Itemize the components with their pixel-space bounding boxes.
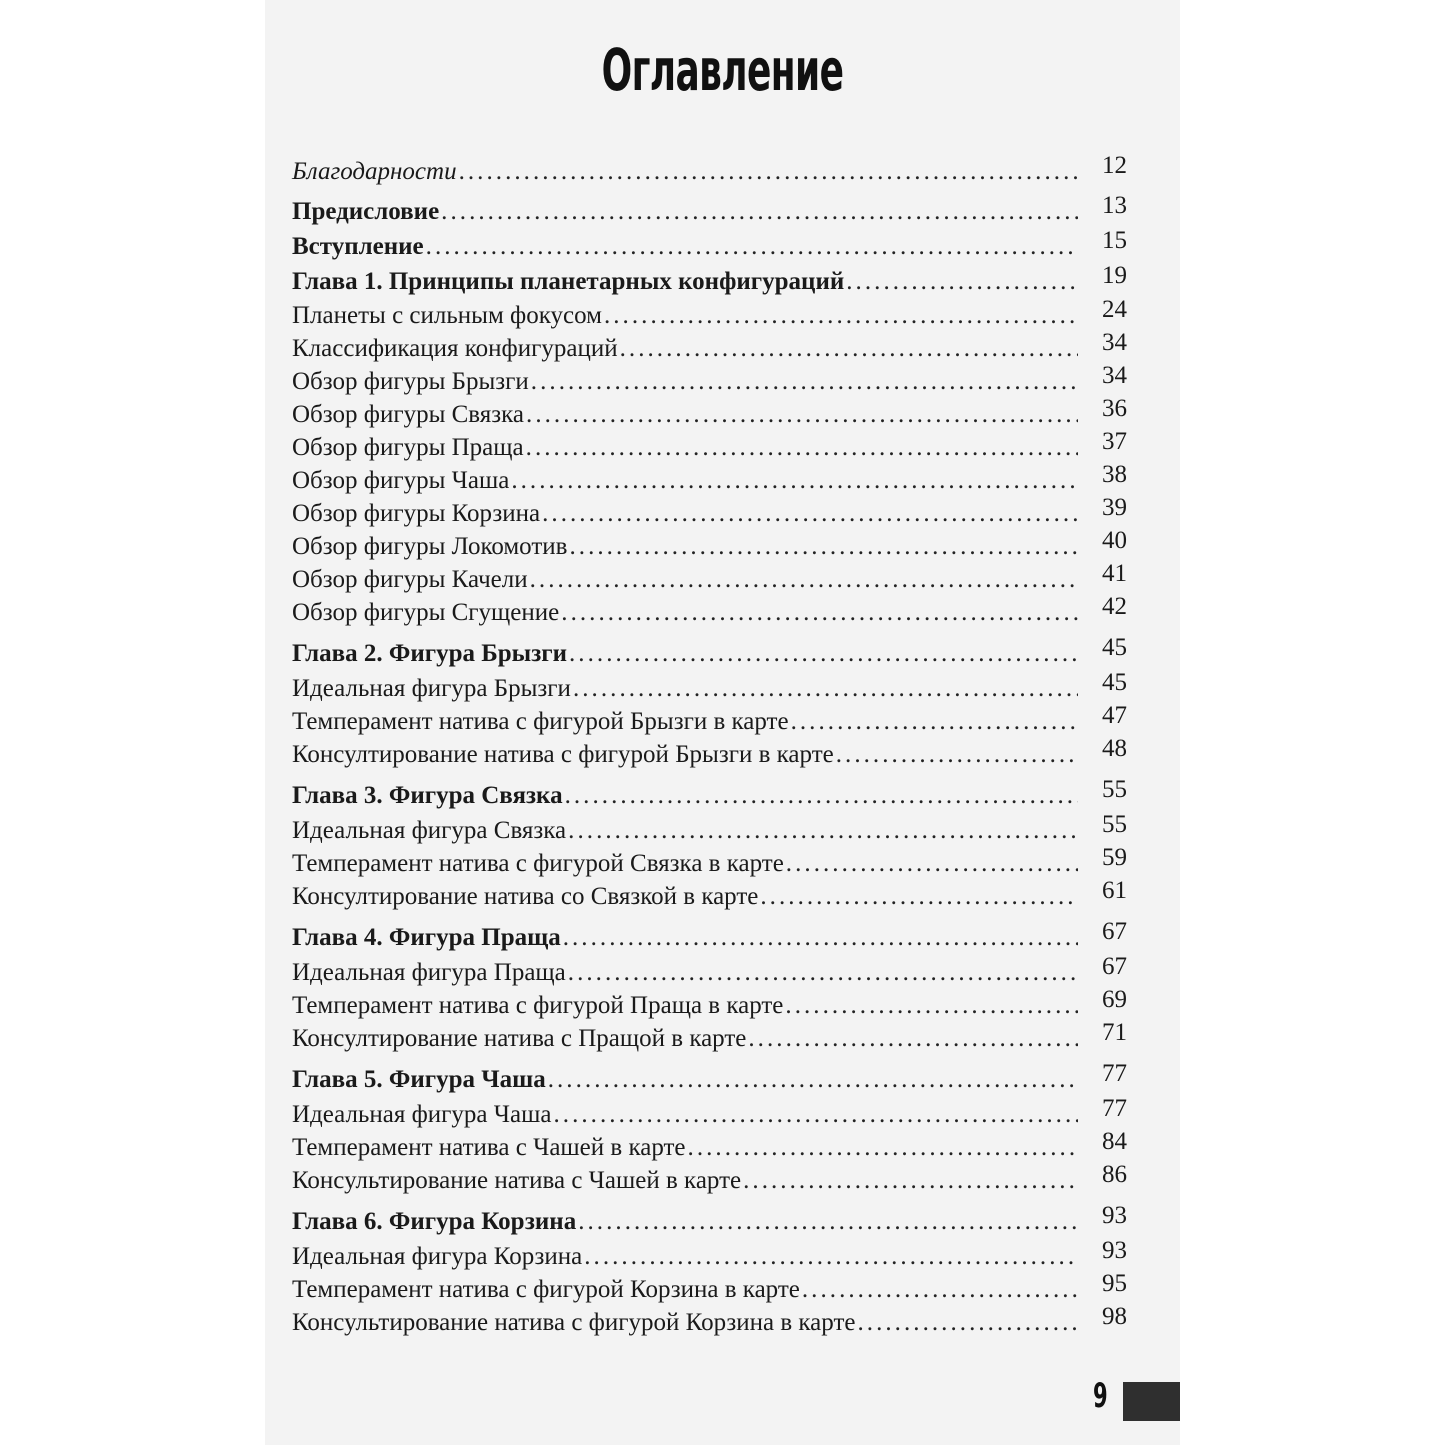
- page-number: 9: [1093, 1376, 1108, 1416]
- toc-entry: [292, 152, 1127, 188]
- toc-page-number: 93: [1102, 1202, 1127, 1229]
- toc-entry: [292, 428, 1127, 464]
- toc-entry-label: Идеальная фигура Брызги: [292, 675, 571, 702]
- toc-chapter-entry: [292, 918, 1127, 954]
- toc-entry-label: Консултирование натива со Связкой в карте: [292, 883, 759, 910]
- dot-leader: [548, 1064, 1078, 1096]
- toc-page-number: 19: [1102, 262, 1127, 289]
- dot-leader: [743, 1165, 1078, 1197]
- dot-leader: [846, 266, 1078, 298]
- toc-entry-label: Идеальная фигура Корзина: [292, 1243, 583, 1270]
- toc-page-number: 24: [1102, 296, 1127, 323]
- dot-leader: [426, 231, 1078, 263]
- dot-leader: [459, 156, 1078, 188]
- toc-entry-label: Идеальная фигура Чаша: [292, 1101, 552, 1128]
- toc-entry-label: Предисловие: [292, 198, 440, 225]
- toc-chapter-entry: [292, 262, 1127, 298]
- toc-page-number: 45: [1102, 634, 1127, 661]
- toc-entry: [292, 811, 1127, 847]
- toc-entry-label: Глава 5. Фигура Чаша: [292, 1066, 546, 1093]
- dot-leader: [526, 432, 1078, 464]
- toc-page-number: 77: [1102, 1095, 1127, 1122]
- toc-page-number: 98: [1102, 1303, 1127, 1330]
- dot-leader: [802, 1274, 1078, 1306]
- toc-page-number: 12: [1102, 152, 1127, 179]
- toc-chapter-entry: [292, 634, 1127, 670]
- toc-page-number: 95: [1102, 1270, 1127, 1297]
- toc-entry-label: Глава 4. Фигура Праща: [292, 924, 561, 951]
- toc-entry: [292, 329, 1127, 365]
- toc-entry: [292, 362, 1127, 398]
- toc-entry-label: Классификация конфигураций: [292, 335, 618, 362]
- toc-entry-label: Глава 2. Фигура Брызги: [292, 640, 567, 667]
- toc-entry: [292, 735, 1127, 771]
- toc-entry: [292, 494, 1127, 530]
- dot-leader: [565, 780, 1078, 812]
- toc-chapter-entry: [292, 1060, 1127, 1096]
- toc-chapter-entry: [292, 227, 1127, 263]
- dot-leader: [857, 1307, 1078, 1339]
- toc-entry: [292, 669, 1127, 705]
- dot-leader: [786, 848, 1078, 880]
- toc-entry: [292, 395, 1127, 431]
- toc-entry-label: Планеты с сильным фокусом: [292, 302, 602, 329]
- toc-page-number: 34: [1102, 362, 1127, 389]
- toc-entry: [292, 1019, 1127, 1055]
- toc-entry-label: Темперамент натива с Чашей в карте: [292, 1134, 686, 1161]
- dot-leader: [531, 366, 1078, 398]
- toc-page-number: 36: [1102, 395, 1127, 422]
- dot-leader: [688, 1132, 1078, 1164]
- toc-entry: [292, 877, 1127, 913]
- dot-leader: [542, 498, 1078, 530]
- toc-page-number: 34: [1102, 329, 1127, 356]
- toc-entry: [292, 986, 1127, 1022]
- toc-entry: [292, 844, 1127, 880]
- toc-entry-label: Темперамент натива с фигурой Связка в карте: [292, 850, 784, 877]
- toc-entry-label: Благодарности: [292, 158, 457, 185]
- toc-page-number: 67: [1102, 918, 1127, 945]
- dot-leader: [791, 706, 1078, 738]
- book-page: [265, 0, 1180, 1445]
- toc-entry-label: Обзор фигуры Чаша: [292, 467, 510, 494]
- dot-leader: [441, 196, 1078, 228]
- dot-leader: [563, 922, 1078, 954]
- toc-entry: [292, 461, 1127, 497]
- dot-leader: [760, 881, 1078, 913]
- toc-entry-label: Темперамент натива с фигурой Праща в карте: [292, 992, 784, 1019]
- toc-entry-label: Глава 6. Фигура Корзина: [292, 1208, 577, 1235]
- toc-page-number: 55: [1102, 811, 1127, 838]
- toc-entry: [292, 1128, 1127, 1164]
- dot-leader: [785, 990, 1078, 1022]
- toc-entry: [292, 1161, 1127, 1197]
- toc-entry-label: Глава 1. Принципы планетарных конфигураций: [292, 268, 845, 295]
- toc-entry: [292, 296, 1127, 332]
- toc-entry: [292, 1270, 1127, 1306]
- dot-leader: [748, 1023, 1078, 1055]
- toc-page-number: 67: [1102, 953, 1127, 980]
- dot-leader: [530, 564, 1078, 596]
- toc-page-number: 77: [1102, 1060, 1127, 1087]
- toc-page-number: 69: [1102, 986, 1127, 1013]
- toc-entry-label: Обзор фигуры Связка: [292, 401, 525, 428]
- dot-leader: [836, 739, 1078, 771]
- dot-leader: [604, 300, 1078, 332]
- toc-entry: [292, 1303, 1127, 1339]
- dot-leader: [578, 1206, 1078, 1238]
- toc-entry-label: Консултирование натива с фигурой Брызги в карте: [292, 741, 834, 768]
- toc-entry-label: Обзор фигуры Брызги: [292, 368, 529, 395]
- toc-entry: [292, 593, 1127, 629]
- toc-page-number: 45: [1102, 669, 1127, 696]
- toc-entry: [292, 1237, 1127, 1273]
- toc-page-number: 37: [1102, 428, 1127, 455]
- dot-leader: [568, 957, 1078, 989]
- toc-entry-label: Консултирование натива с Пращой в карте: [292, 1025, 747, 1052]
- toc-chapter-entry: [292, 1202, 1127, 1238]
- toc-page-number: 15: [1102, 227, 1127, 254]
- toc-entry-label: Консультирование натива с фигурой Корзина в карте: [292, 1309, 856, 1336]
- toc-entry-label: Идеальная фигура Праща: [292, 959, 566, 986]
- toc-page-number: 13: [1102, 192, 1127, 219]
- toc-entry-label: Обзор фигуры Праща: [292, 434, 524, 461]
- toc-entry-label: Идеальная фигура Связка: [292, 817, 567, 844]
- toc-page-number: 38: [1102, 461, 1127, 488]
- toc-page-number: 39: [1102, 494, 1127, 521]
- toc-page-number: 42: [1102, 593, 1127, 620]
- dot-leader: [526, 399, 1078, 431]
- toc-entry-label: Темперамент натива с фигурой Корзина в карте: [292, 1276, 800, 1303]
- toc-entry-label: Вступление: [292, 233, 424, 260]
- page-title: Оглавление: [601, 36, 844, 104]
- toc-entry: [292, 953, 1127, 989]
- dot-leader: [620, 333, 1078, 365]
- toc-page-number: 71: [1102, 1019, 1127, 1046]
- toc-page-number: 40: [1102, 527, 1127, 554]
- dot-leader: [569, 638, 1078, 670]
- toc-entry: [292, 702, 1127, 738]
- toc-entry-label: Консультирование натива с Чашей в карте: [292, 1167, 742, 1194]
- dot-leader: [584, 1241, 1078, 1273]
- toc-page-number: 61: [1102, 877, 1127, 904]
- dot-leader: [561, 597, 1078, 629]
- toc-entry: [292, 560, 1127, 596]
- toc-entry-label: Темперамент натива с фигурой Брызги в карте: [292, 708, 789, 735]
- toc-entry: [292, 527, 1127, 563]
- dot-leader: [568, 815, 1078, 847]
- toc-entry-label: Обзор фигуры Качели: [292, 566, 528, 593]
- toc-page-number: 84: [1102, 1128, 1127, 1155]
- dot-leader: [511, 465, 1078, 497]
- dot-leader: [569, 531, 1078, 563]
- dot-leader: [553, 1099, 1078, 1131]
- toc-chapter-entry: [292, 192, 1127, 228]
- toc-page-number: 41: [1102, 560, 1127, 587]
- toc-page-number: 86: [1102, 1161, 1127, 1188]
- toc-page-number: 47: [1102, 702, 1127, 729]
- toc-page-number: 93: [1102, 1237, 1127, 1264]
- toc-entry-label: Глава 3. Фигура Связка: [292, 782, 563, 809]
- toc-entry: [292, 1095, 1127, 1131]
- toc-page-number: 59: [1102, 844, 1127, 871]
- toc-entry-label: Обзор фигуры Корзина: [292, 500, 541, 527]
- page-tab-marker: [1123, 1382, 1180, 1421]
- dot-leader: [573, 673, 1078, 705]
- toc-chapter-entry: [292, 776, 1127, 812]
- toc-entry-label: Обзор фигуры Локомотив: [292, 533, 568, 560]
- toc-page-number: 48: [1102, 735, 1127, 762]
- toc-page-number: 55: [1102, 776, 1127, 803]
- toc-entry-label: Обзор фигуры Сгущение: [292, 599, 560, 626]
